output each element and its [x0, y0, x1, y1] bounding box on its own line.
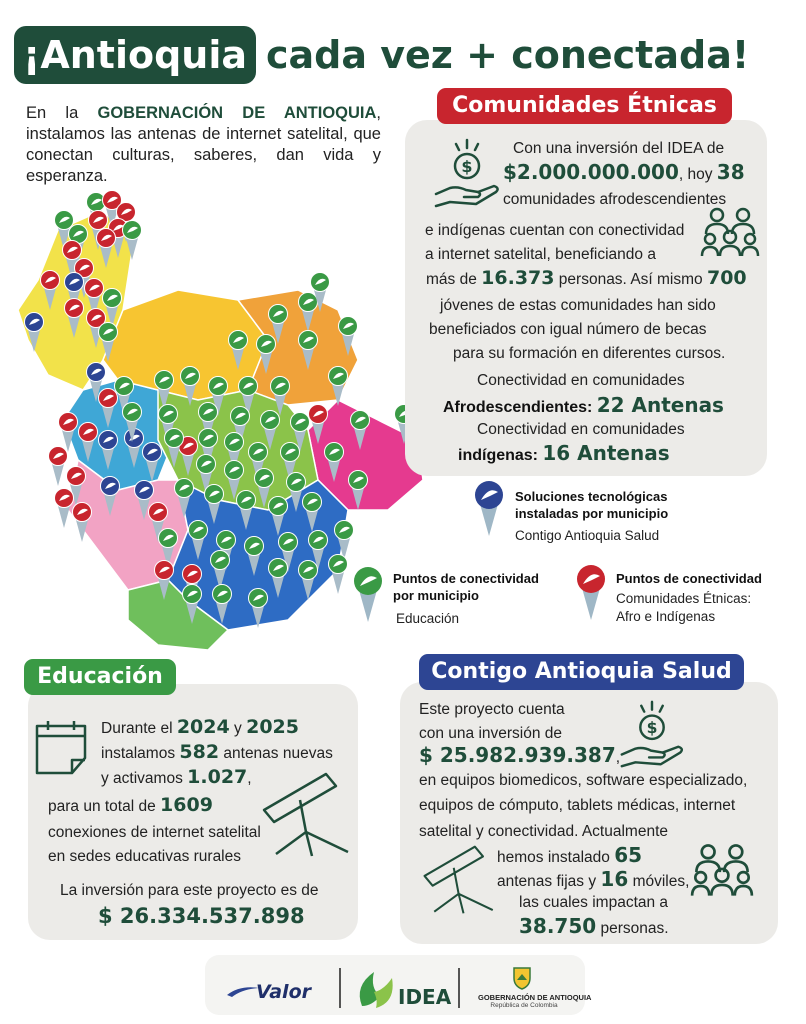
etnicas-line-5: a internet satelital, beneficiando a: [425, 246, 656, 263]
legend-red-sub-2: Afro e Indígenas: [616, 609, 716, 624]
svg-text:$: $: [646, 719, 658, 738]
legend-blue-title-1: Soluciones tecnológicas: [515, 489, 668, 504]
salud-line-7: [497, 866, 689, 895]
intro-text: [26, 103, 381, 187]
edu-line-3b: ,: [247, 770, 252, 787]
salud-fixed: 65: [614, 843, 643, 867]
legend-red-sub-1: Comunidades Étnicas:: [616, 591, 752, 606]
money-hand-icon-salud: [617, 698, 687, 774]
legend-blue-title-2: instaladas por municipio: [515, 506, 669, 521]
intro-prefix: En la: [26, 104, 79, 122]
etnicas-line-7: jóvenes de estas comunidades han sido: [440, 297, 716, 314]
people-group-icon-salud: [690, 842, 754, 898]
edu-line-5: conexiones de internet satelital: [48, 824, 261, 841]
etnicas-afro: [443, 392, 724, 421]
etnicas-indi-value: 16 Antenas: [542, 441, 670, 465]
etnicas-count: 38: [716, 160, 745, 184]
valor-swoosh-icon: [226, 985, 260, 999]
salud-line-1: Este proyecto cuenta: [419, 701, 565, 718]
edu-total: 1609: [160, 794, 213, 816]
money-hand-icon: [432, 136, 502, 214]
etnicas-afro-label: Afrodescendientes:: [443, 399, 593, 416]
etnicas-people: 16.373: [481, 267, 555, 289]
etnicas-line-6: [426, 266, 747, 292]
etnicas-line-3: comunidades afrodescendientes: [503, 191, 727, 208]
edu-line-2a: instalamos: [101, 745, 176, 762]
edu-line-2b: antenas nuevas: [223, 745, 333, 762]
legend-blue-sub: Contigo Antioquia Salud: [515, 528, 660, 543]
etnicas-line-2: [503, 159, 745, 188]
educacion-title: Educación: [24, 659, 176, 695]
edu-line-1a: Durante el: [101, 720, 173, 737]
legend-red-title: Puntos de conectividad: [616, 571, 762, 586]
salud-line-8: las cuales impactan a: [519, 894, 669, 911]
legend-green-sub: Educación: [396, 611, 460, 626]
legend-green-title-1: Puntos de conectividad: [393, 571, 539, 586]
etnicas-youth: 700: [706, 267, 747, 289]
salud-amount: $ 25.982.939.387: [419, 743, 616, 767]
edu-new-antennas: 582: [179, 741, 220, 763]
salud-line-4: equipos de cómputo, tablets médicas, internet: [419, 797, 736, 814]
idea-logo-text: IDEA: [398, 985, 452, 1009]
edu-line-3a: y activamos: [101, 770, 183, 787]
legend-red-pin-icon: [576, 564, 606, 622]
salud-line-7a: antenas fijas y: [497, 873, 597, 890]
etnicas-afro-value: 22 Antenas: [596, 393, 724, 417]
etnicas-line-8: beneficiados con igual número de becas: [429, 321, 707, 338]
edu-line-6: en sedes educativas rurales: [48, 848, 242, 865]
antioquia-shield-icon: [512, 966, 532, 990]
edu-invest-value-wrap: [98, 902, 305, 931]
title-highlight: ¡Antioquia: [14, 26, 256, 84]
edu-year-2: 2025: [246, 716, 299, 738]
people-group-icon: [700, 206, 760, 258]
etnicas-conn2-label: Conectividad en comunidades: [477, 421, 685, 438]
salud-line-6a: hemos instalado: [497, 849, 610, 866]
satellite-antenna-icon: [256, 770, 352, 860]
salud-impact: 38.750: [519, 914, 597, 938]
valor-logo-text: Valor: [256, 981, 311, 1003]
salud-line-5: satelital y conectividad. Actualmente: [419, 823, 668, 840]
edu-line-4a: para un total de: [48, 798, 156, 815]
salud-line-2: con una inversión de: [419, 725, 563, 742]
edu-line-3: [101, 763, 252, 793]
salud-line-9: [519, 913, 669, 942]
salud-line-7b: móviles,: [632, 873, 690, 890]
footer-divider-1: [339, 968, 341, 1008]
salud-line-3: en equipos biomedicos, software especializado,: [419, 772, 748, 789]
legend-green-pin-icon: [353, 566, 383, 624]
satellite-antenna-icon-salud: [418, 842, 496, 918]
gob-logo-line-1: GOBERNACIÓN DE ANTIOQUIA: [478, 993, 592, 1002]
intro-suffix: , instalamos las antenas de internet satelital, que conectan culturas, saberes, dan vida y esperanza.: [26, 104, 381, 185]
etnicas-line-4: e indígenas cuentan con conectividad: [425, 222, 685, 239]
footer-divider-2: [458, 968, 460, 1008]
edu-invest-value: $ 26.334.537.898: [98, 904, 305, 928]
etnicas-line-1: Con una inversión del IDEA de: [513, 140, 725, 157]
etnicas-line-6a: más de: [426, 271, 477, 288]
etnicas-indi-label: indígenas:: [458, 447, 539, 464]
etnicas-line-6b: personas. Así mismo: [558, 271, 703, 288]
etnicas-indi: [458, 440, 670, 469]
svg-text:$: $: [461, 157, 473, 176]
edu-invest-label: La inversión para este proyecto es de: [60, 882, 319, 899]
salud-amount-suffix: ,: [615, 749, 621, 766]
etnicas-amount: $2.000.000.000: [503, 160, 679, 184]
salud-amount-wrap: [419, 741, 620, 772]
calendar-icon: [34, 718, 88, 776]
gob-logo-line-2: República de Colombia: [490, 1002, 558, 1009]
etnicas-line-2a: , hoy: [678, 166, 713, 183]
salud-mobile: 16: [600, 867, 629, 891]
edu-activated: 1.027: [187, 766, 248, 788]
map-pin: [49, 447, 68, 487]
salud-title: Contigo Antioquia Salud: [419, 654, 744, 690]
legend-blue-pin-icon: [474, 480, 504, 538]
title-rest: cada vez + conectada!: [266, 33, 750, 77]
etnicas-title: Comunidades Étnicas: [437, 88, 732, 124]
idea-leaf-icon: [352, 966, 398, 1012]
etnicas-conn1-label: Conectividad en comunidades: [477, 372, 685, 389]
edu-year-1: 2024: [176, 716, 230, 738]
intro-org: GOBERNACIÓN DE ANTIOQUIA: [97, 104, 377, 122]
edu-line-4: [48, 791, 213, 821]
salud-line-9a: personas.: [600, 920, 669, 937]
etnicas-line-9: para su formación en diferentes cursos.: [453, 345, 726, 362]
edu-line-1b: y: [234, 720, 242, 737]
legend-green-title-2: por municipio: [393, 588, 479, 603]
